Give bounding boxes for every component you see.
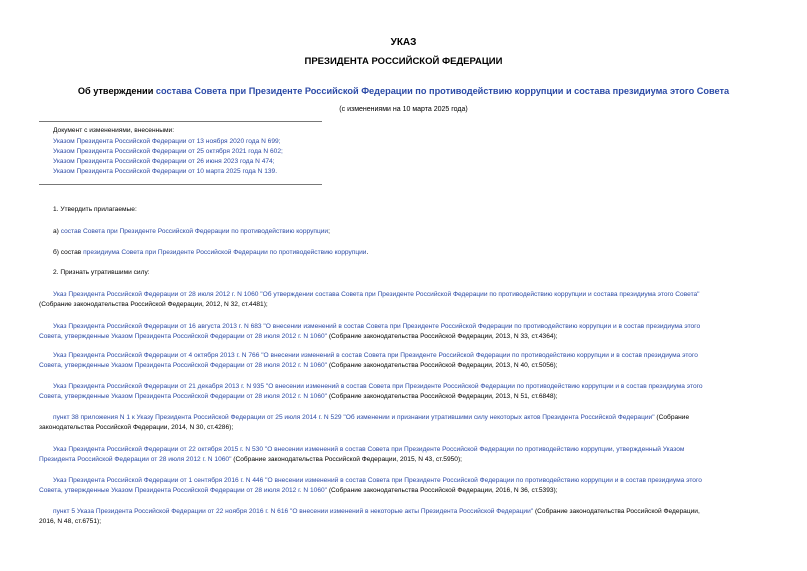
repealed-item-7-cont	[39, 486, 558, 496]
title-link[interactable]: состава Совета при Президенте Российской Федерации по противодействию коррупции и состава президиума этого Совета	[155, 86, 730, 96]
repealed-item-2	[53, 322, 700, 332]
repealed-item-6-cont	[39, 455, 462, 465]
repealed-decree-link[interactable]: Указ Президента Российской Федерации от 1 сентября 2016 г. N 446 "О внесении изменений в состав Совета при Президенте Российской Федерации по противодействию коррупции и в состав президиума этого	[53, 477, 702, 484]
repealed-item-1-source: (Собрание законодательства Российской Федерации, 2012, N 32, ст.4481);	[39, 301, 268, 308]
repealed-item-5	[53, 413, 689, 423]
clause-1b	[53, 248, 368, 258]
repealed-item-3-cont	[39, 361, 558, 371]
repealed-item-8-cont: 2016, N 48, ст.6751);	[39, 518, 102, 525]
source-citation: (Собрание законодательства Российской Федерации, 2015, N 43, ст.5950);	[231, 456, 462, 463]
title-prefix: Об утверждении	[77, 86, 156, 96]
repealed-decree-link[interactable]: Совета, утвержденные Указом Президента Российской Федерации от 28 июля 2012 г. N 1060"	[39, 393, 328, 400]
repealed-item-1	[53, 290, 700, 300]
clause-1a-suffix: ;	[328, 228, 330, 235]
amendment-link[interactable]: Указом Президента Российской Федерации от 25 октября 2021 года N 602;	[53, 148, 283, 155]
clause-1a-prefix: а)	[53, 228, 61, 235]
repealed-decree-link[interactable]: Указ Президента Российской Федерации от 21 декабря 2013 г. N 935 "О внесении изменений в состав Совета при Президенте Российской Федерации по противодействию коррупции и в состав президиума этого	[53, 383, 703, 390]
repealed-item-3	[53, 351, 698, 361]
repealed-decree-link[interactable]: Указ Президента Российской Федерации от 28 июля 2012 г. N 1060 "Об утверждении состава Совета при Президенте Российской Федерации по противодействию коррупции и состава президиума этого Совета"	[53, 291, 700, 298]
repealed-decree-link[interactable]: Указ Президента Российской Федерации от 4 октября 2013 г. N 766 "О внесении изменений в состав Совета при Президенте Российской Федерации по противодействию коррупции и в состав президиума этого	[53, 352, 698, 359]
source-citation: (Собрание законодательства Российской Федерации,	[533, 508, 700, 515]
council-composition-link[interactable]: состав Совета при Президенте Российской Федерации по противодействию коррупции	[60, 228, 329, 235]
clause-1b-suffix: .	[366, 249, 369, 256]
changes-note: (с изменениями на 10 марта 2025 года)	[339, 106, 468, 113]
amendment-link[interactable]: Указом Президента Российской Федерации от 13 ноября 2020 года N 699;	[53, 138, 281, 145]
repealed-item-5-cont: законодательства Российской Федерации, 2014, N 30, ст.4286);	[39, 424, 234, 431]
clause-1: 1. Утвердить прилагаемые:	[53, 206, 137, 213]
repealed-decree-link[interactable]: Президента Российской Федерации от 28 июля 2012 г. N 1060"	[39, 456, 232, 463]
issuer-heading: ПРЕЗИДЕНТА РОССИЙСКОЙ ФЕДЕРАЦИИ	[304, 56, 503, 67]
repealed-decree-link[interactable]: Совета, утвержденные Указом Президента Российской Федерации от 28 июля 2012 г. N 1060"	[39, 333, 328, 340]
repealed-decree-link[interactable]: Указ Президента Российской Федерации от 22 октября 2015 г. N 530 "О внесении изменений в состав Совета при Президенте Российской Федерации по противодействию коррупции, утвержденный Указом	[53, 446, 685, 453]
repealed-item-7	[53, 476, 702, 486]
source-citation: (Собрание	[654, 414, 690, 421]
amendments-intro: Документ с изменениями, внесенными:	[53, 127, 175, 134]
repealed-decree-link[interactable]: Указ Президента Российской Федерации от 16 августа 2013 г. N 683 "О внесении изменений в состав Совета при Президенте Российской Федерации по противодействию коррупции и в состав президиума этого	[53, 323, 701, 330]
repealed-decree-link[interactable]: Совета, утвержденные Указом Президента Российской Федерации от 28 июля 2012 г. N 1060"	[39, 487, 328, 494]
repealed-item-2-cont	[39, 332, 558, 342]
source-citation: (Собрание законодательства Российской Федерации, 2013, N 51, ст.6848);	[327, 393, 558, 400]
repealed-item-8	[53, 507, 700, 517]
repealed-item-4-cont	[39, 392, 558, 402]
presidium-composition-link[interactable]: президиума Совета при Президенте Российской Федерации по противодействию коррупции	[83, 249, 367, 256]
source-citation: (Собрание законодательства Российской Федерации, 2013, N 40, ст.5056);	[327, 362, 558, 369]
source-citation: (Собрание законодательства Российской Федерации, 2016, N 36, ст.5393);	[327, 487, 558, 494]
repealed-decree-link[interactable]: Совета, утвержденные Указом Президента Российской Федерации от 28 июля 2012 г. N 1060"	[39, 362, 328, 369]
clause-1b-prefix: б) состав	[53, 249, 84, 256]
source-citation: (Собрание законодательства Российской Федерации, 2013, N 33, ст.4364);	[327, 333, 558, 340]
repealed-item-4	[53, 382, 703, 392]
repealed-decree-link[interactable]: пункт 38 приложения N 1 к Указу Президента Российской Федерации от 25 июля 2014 г. N 529 "Об изменении и признании утратившими силу некоторых актов Президента Российской Федерации"	[53, 414, 655, 421]
clause-2: 2. Признать утратившими силу:	[53, 269, 150, 276]
repealed-item-6	[53, 445, 684, 455]
clause-1a	[53, 227, 330, 237]
amendment-link[interactable]: Указом Президента Российской Федерации от 10 марта 2025 года N 139.	[53, 168, 278, 175]
amendment-link[interactable]: Указом Президента Российской Федерации от 26 июня 2023 года N 474;	[53, 158, 275, 165]
document-title	[40, 86, 767, 96]
repealed-decree-link[interactable]: пункт 5 Указа Президента Российской Федерации от 22 ноября 2016 г. N 616 "О внесении изменений в некоторые акты Президента Российской Федерации"	[53, 508, 534, 515]
decree-heading: УКАЗ	[390, 37, 417, 48]
amendments-box	[39, 121, 322, 185]
